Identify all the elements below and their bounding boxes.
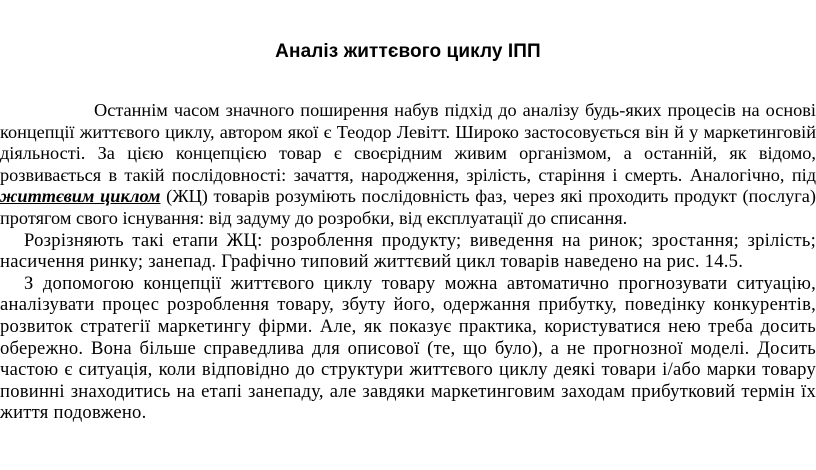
paragraph-forecasting: З допомогою концепції життєвого циклу товару можна автоматично прогнозувати ситуацію, аналізувати процес розроблення товару, збуту його, одержання прибутку, поведінку конкурентів, розвиток стратегії маркетингу фірми. Але, як показує практика, користуватися нею треба досить обережно. Вона більше справедлива для описової (те, що було), а не прогнозної моделі. Досить частою є ситуація, коли відповідно до структури життєвого циклу деякі товари і/або марки товару повинні знаходитись на етапі занепаду, але завдяки маркетинговим заходам прибутковий термін їх життя подовжено. <box>0 272 816 424</box>
paragraph-intro-text-after-term: (ЖЦ) товарів розуміють послідовність фаз, через які проходить продукт (послуга) протягом свого існування: від задуму до розробки, від експлуатації до списання. <box>0 186 816 228</box>
page-title: Аналіз життєвого циклу ІПП <box>275 41 541 62</box>
document-body <box>0 100 816 424</box>
paragraph-intro <box>0 100 816 230</box>
paragraph-stages: Розрізняють такі етапи ЖЦ: розроблення продукту; виведення на ринок; зростання; зрілість; насичення ринку; занепад. Графічно типовий життєвий цикл товарів наведено на рис. 14.5. <box>0 229 816 273</box>
paragraph-intro-text-before-term: Останнім часом значного поширення набув підхід до аналізу будь-яких процесів на основі концепції життєвого циклу, автором якої є Теодор Левітт. Широко застосовується він й у маркетинговій діяльності. За цією концепцією товар є своєрідним живим організмом, а останній, як відомо, розвивається в такій послідовності: зачаття, народження, зрілість, старіння і смерть. Аналогічно, під <box>0 100 816 185</box>
term-life-cycle: життєвим циклом <box>0 186 161 207</box>
